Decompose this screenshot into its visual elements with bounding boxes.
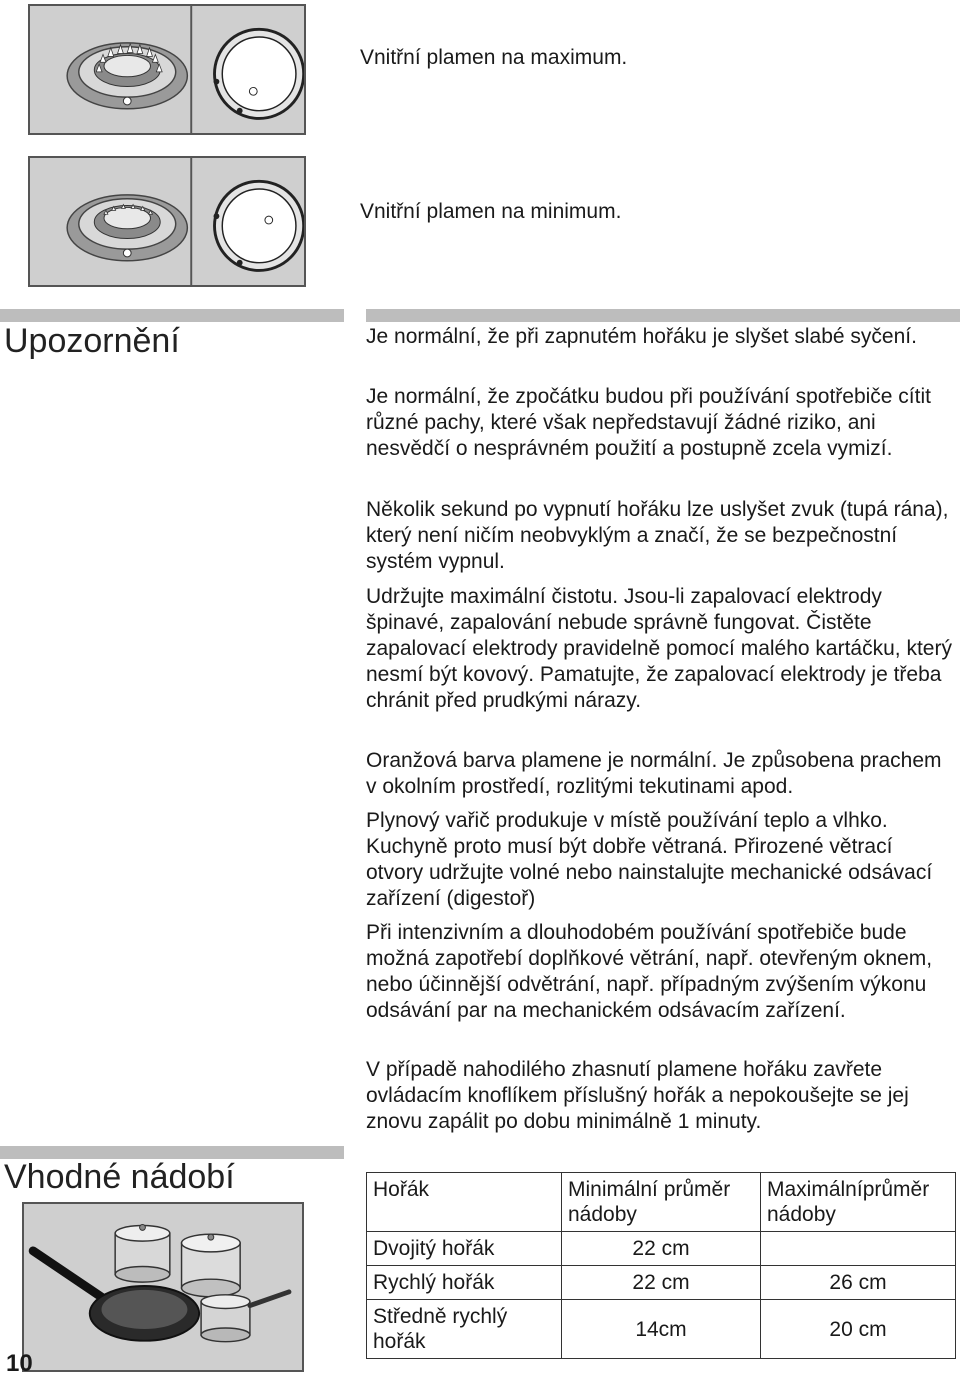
table-cell: 26 cm (761, 1266, 956, 1300)
warning-paragraph: Udržujte maximální čistotu. Jsou-li zapalovací elektrody špinavé, zapalování nebude správně fungovat. Čistěte zapalovací elektrody pravidelně pomocí malého kartáčku, který nesmí být kovový. Pamatujte, že zapalovací elektrody je třeba chránit před prudkými nárazy. (366, 585, 952, 712)
burner-size-table (366, 1172, 956, 1359)
figure-caption-max: Vnitřní plamen na maximum. (360, 46, 628, 69)
table-header-cell: Hořák (367, 1173, 562, 1232)
burner-min-illustration (30, 158, 304, 285)
page-number: 10 (6, 1350, 33, 1377)
table-cell: 22 cm (562, 1266, 761, 1300)
table-cell: 14cm (562, 1300, 761, 1359)
table-cell: Rychlý hořák (367, 1266, 562, 1300)
cookware-figure (22, 1202, 304, 1372)
table-cell: 22 cm (562, 1232, 761, 1266)
section-title-cookware: Vhodné nádobí (4, 1158, 235, 1196)
table-header-row (367, 1173, 956, 1232)
table-cell: 20 cm (761, 1300, 956, 1359)
warning-paragraph: Je normální, že při zapnutém hořáku je slyšet slabé syčení. (366, 325, 917, 348)
table-header-cell: Minimální průměr nádoby (562, 1173, 761, 1232)
burner-max-illustration (30, 6, 304, 133)
burner-max-figure (28, 4, 306, 135)
table-row (367, 1232, 956, 1266)
warning-paragraph: Oranžová barva plamene je normální. Je způsobena prachem v okolním prostředí, rozlitými tekutinami apod. (366, 749, 942, 798)
figure-caption-min: Vnitřní plamen na minimum. (360, 200, 622, 223)
burner-min-figure (28, 156, 306, 287)
table-row (367, 1266, 956, 1300)
warning-paragraph: Plynový vařič produkuje v místě používání teplo a vlhko. Kuchyně proto musí být dobře větraná. Přirozené větrací otvory udržujte volné nebo nainstalujte mechanické odsávací zařízení (digestoř) (366, 809, 933, 910)
table-cell (761, 1232, 956, 1266)
section-divider-warning (0, 309, 344, 322)
warning-paragraph: Je normální, že zpočátku budou při používání spotřebiče cítit různé pachy, které však nepředstavují žádné riziko, ani nesvědčí o nesprávném použití a postupně zcela vymizí. (366, 385, 931, 460)
warning-paragraph: V případě nahodilého zhasnutí plamene hořáku zavřete ovládacím knoflíkem příslušný hořák a nepokoušejte se jej znovu zapálit po dobu minimálně 1 minuty. (366, 1058, 909, 1133)
cookware-illustration (24, 1204, 302, 1370)
section-divider-warning-right (366, 309, 960, 322)
table-header-cell: Maximálníprůměr nádoby (761, 1173, 956, 1232)
warning-paragraph: Několik sekund po vypnutí hořáku lze uslyšet zvuk (tupá rána), který není ničím neobvyklým a značí, že se bezpečnostní systém vypnul. (366, 498, 949, 573)
section-title-warning: Upozornění (4, 322, 180, 360)
warning-paragraph: Při intenzivním a dlouhodobém používání spotřebiče bude možná zapotřebí doplňkové větrání, např. otevřeným oknem, nebo účinnější odvětrání, např. případným zvýšením výkonu odsávání par na mechanickém odsávacím zařízení. (366, 921, 933, 1022)
table-cell: Dvojitý hořák (367, 1232, 562, 1266)
table-row (367, 1300, 956, 1359)
table-cell: Středně rychlý hořák (367, 1300, 562, 1359)
